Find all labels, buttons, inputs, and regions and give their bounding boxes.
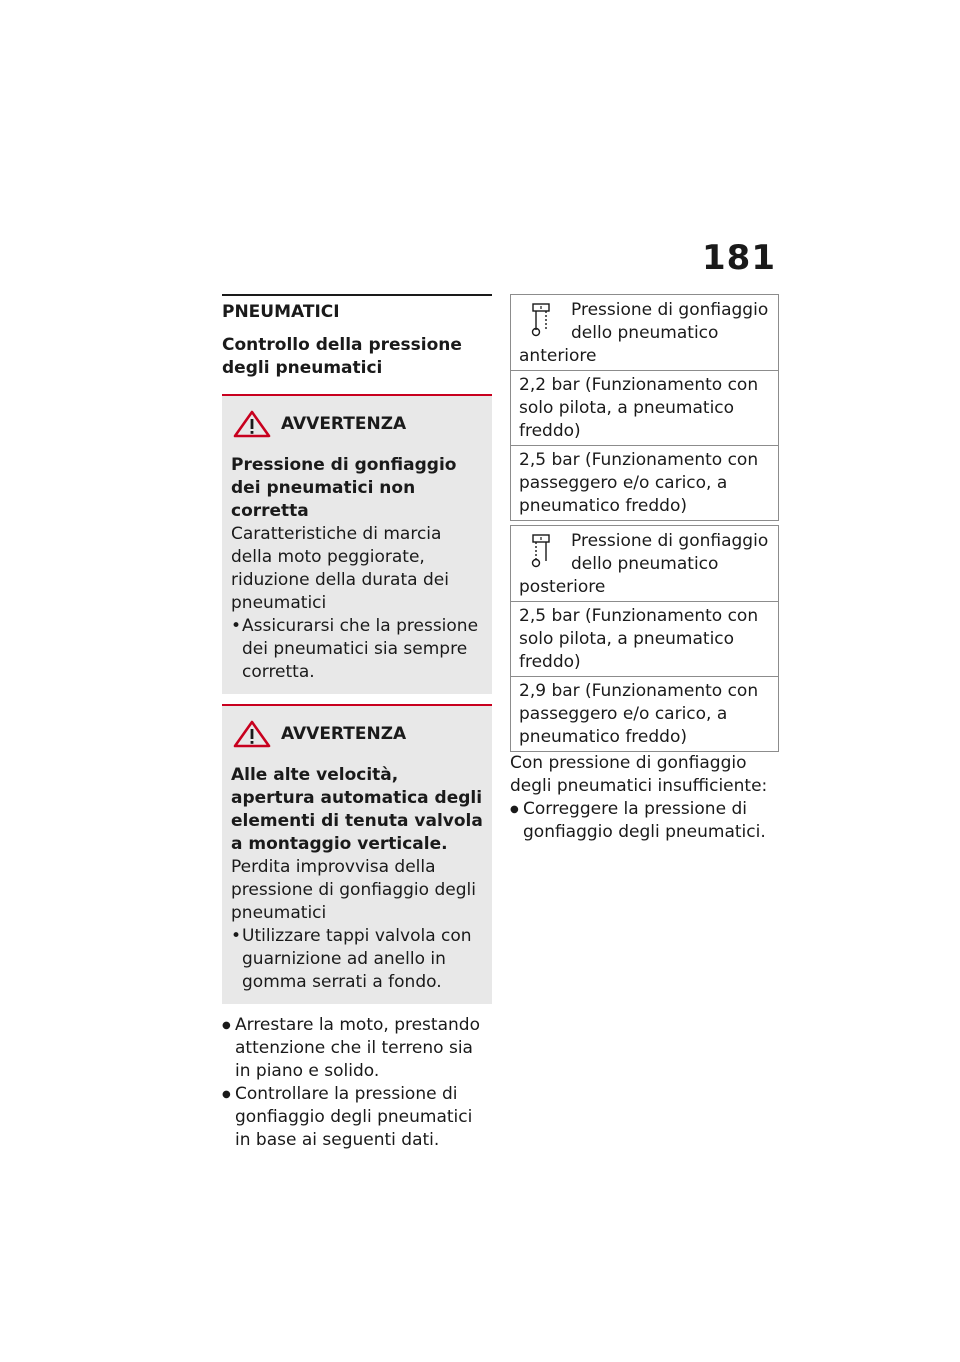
paragraph: Con pressione di gonfiaggio degli pneumatici insufficiente: [510, 753, 768, 796]
warning-action-list [231, 925, 483, 994]
warning-triangle-icon [233, 410, 271, 438]
procedure-step: ● Arrestare la moto, prestando attenzione che il terreno sia in piano e solido. [222, 1014, 492, 1083]
spec-table-header-text: Pressione di gonfiaggio dello pneumatico anteriore [519, 300, 769, 366]
spec-table-row: 2,9 bar (Funzionamento con passeggero e/o carico, a pneumatico freddo) [511, 676, 778, 751]
warning-title: Pressione di gonfiaggio dei pneumatici non corretta [231, 455, 457, 521]
procedure-step: ● Controllare la pressione di gonfiaggio degli pneumatici in base ai seguenti dati. [222, 1083, 492, 1152]
warning-header [233, 720, 483, 748]
section-title: PNEUMATICI [222, 294, 492, 324]
spec-table-row: 2,5 bar (Funzionamento con passeggero e/o carico, a pneumatico freddo) [511, 445, 778, 520]
warning-body: Caratteristiche di marcia della moto peggiorate, riduzione della durata dei pneumatici [231, 524, 449, 613]
warning-triangle-icon [233, 720, 271, 748]
spec-table-header [511, 526, 778, 601]
warning-label: AVVERTENZA [281, 724, 407, 744]
rear-tire-pressure-icon [529, 534, 553, 568]
left-column [222, 294, 492, 1152]
warning-box-valve-caps [222, 704, 492, 1004]
spec-table-row: 2,5 bar (Funzionamento con solo pilota, a pneumatico freddo) [511, 601, 778, 676]
warning-action-item: • Assicurarsi che la pressione dei pneumatici sia sempre corretta. [231, 615, 483, 684]
warning-header [233, 410, 483, 438]
right-column [510, 294, 779, 844]
warning-box-tire-pressure [222, 394, 492, 694]
spec-table-header [511, 295, 778, 370]
warning-title: Alle alte velocità, apertura automatica degli elementi di tenuta valvola a montaggio verticale. [231, 765, 483, 854]
procedure-steps [510, 798, 779, 844]
spec-table-front-tire [510, 294, 779, 521]
page-number: 181 [702, 238, 776, 278]
subsection-title: Controllo della pressione degli pneumatici [222, 335, 462, 378]
warning-body: Perdita improvvisa della pressione di gonfiaggio degli pneumatici [231, 857, 476, 923]
procedure-step: ● Correggere la pressione di gonfiaggio degli pneumatici. [510, 798, 779, 844]
spec-table-row: 2,2 bar (Funzionamento con solo pilota, a pneumatico freddo) [511, 370, 778, 445]
spec-table-rear-tire [510, 525, 779, 752]
procedure-steps [222, 1014, 492, 1152]
warning-label: AVVERTENZA [281, 414, 407, 434]
front-tire-pressure-icon [529, 303, 553, 337]
spec-table-header-text: Pressione di gonfiaggio dello pneumatico posteriore [519, 531, 769, 597]
warning-action-item: • Utilizzare tappi valvola con guarnizione ad anello in gomma serrati a fondo. [231, 925, 483, 994]
warning-action-list [231, 615, 483, 684]
